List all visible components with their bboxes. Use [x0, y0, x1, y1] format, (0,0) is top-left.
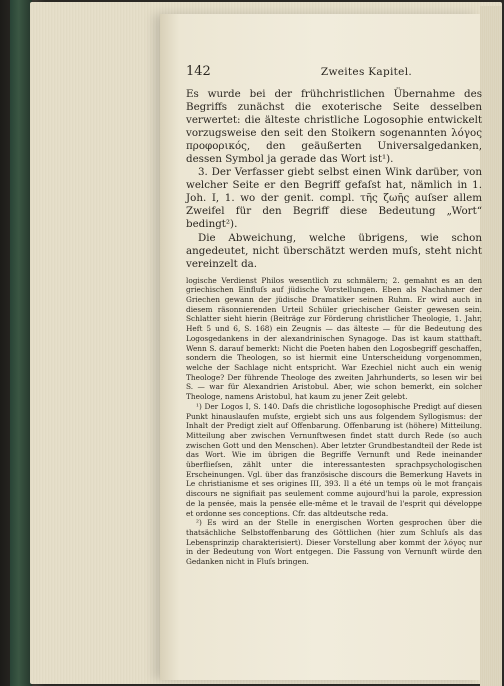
page-fore-edge: [480, 6, 502, 686]
body-text: [186, 88, 482, 271]
running-header: [186, 64, 482, 82]
footnotes: [186, 276, 482, 567]
body-paragraph: 3. Der Verfasser giebt selbst einen Wink darüber, von welcher Seite er den Begriff gefaſst hat, nämlich in 1. Joh. I, 1. wo der genit. compl. τῆς ζωῆς auſser allem Zweifel für den Begriff diese Bedeutung „Wort“ bedingt²).: [186, 166, 482, 231]
page-number: 142: [186, 64, 211, 79]
footnote-paragraph: ²) Es wird an der Stelle in energischen Worten gesprochen über die thatsächliche Selbstoffenbarung des Göttlichen (hier zum Schluſs als das Lebensprinzip charakterisiert). Dieser Vorstellung aber kommt der λόγος nur in der Bedeutung von Wort entgegen. Die Fassung von Vernunft würde den Gedanken nicht in Fluſs bringen.: [186, 518, 482, 567]
body-paragraph: Die Abweichung, welche übrigens, wie schon angedeutet, nicht überschätzt werden muſs, steht nicht vereinzelt da.: [186, 231, 482, 270]
body-paragraph: Es wurde bei der frühchristlichen Übernahme des Begriffs zunächst die exoterische Seite desselben verwertet: die älteste christliche Logosophie entwickelt vorzugsweise den seit den Stoikern sogenannten λόγος προφορικός, den geäußerten Universalgedanken, dessen Symbol ja gerade das Wort ist¹).: [186, 88, 482, 166]
footnote-paragraph: ¹) Der Logos I, S. 140. Dafs die christliche logosophische Predigt auf diesen Punkt hinauslaufen muſste, ergiebt sich uns aus folgendem Syllogismus: der Inhalt der Predigt zielt auf Offenbarung. Offenbarung ist (höhere) Mitteilung. Mitteilung aber zwischen Vernunftwesen findet statt durch Rede (so auch zwischen Gott und den Menschen). Aber letzter Grundbestandteil der Rede ist das Wort. Wie im übrigen die Begriffe Vernunft und Rede ineinander überflieſsen, zählt unter die interessantesten sprachpsychologischen Erscheinungen. Vgl. über das französische discours die Bemerkung Havets in Le christianisme et ses origines III, 393. Il a été un temps où le mot français discours ne signifiait pas seulement comme aujourd'hui la parole, expression de la pensée, mais la pensée elle-même et le travail de l'esprit qui développe et ordonne ses conceptions. Cfr. das altdeutsche reda.: [186, 401, 482, 518]
book-cover-edge: [10, 0, 32, 686]
page-content: [186, 64, 482, 567]
running-title: Zweites Kapitel.: [320, 66, 412, 78]
footnote-paragraph: logische Verdienst Philos wesentlich zu schmälern; 2. gemahnt es an den griechischen Einfluſs auf jüdische Vorstellungen. Eben als Nachahmer der Griechen gewann der jüdische Dramatiker seinen Ruhm. Er wird auch in diesem räsonnierenden Urteil Schüler griechischer Geister gewesen sein. Schlatter sieht hierin (Beiträge zur Förderung christlicher Theologie, 1. Jahr, Heft 5 und 6, S. 168) ein Zeugnis — das älteste — für die Bedeutung des Logosgedankens in der alexandrinischen Synagoge. Das ist kaum statthaft. Wenn S. darauf bemerkt: Nicht die Poeten haben den Logosbegriff geschaffen, sondern die Theologen, so ist hiermit eine Unterscheidung vorgenommen, welche der Sachlage nicht entspricht. War Ezechiel nicht auch ein wenig Theologe? Der führende Theologe des zweiten Jahrhunderts, so lesen wir bei S. — war für Alexandrien Aristobul. Aber, wie schon bemerkt, ein solcher Theologe, namens Aristobul, hat kaum zu jener Zeit gelebt.: [186, 275, 482, 402]
